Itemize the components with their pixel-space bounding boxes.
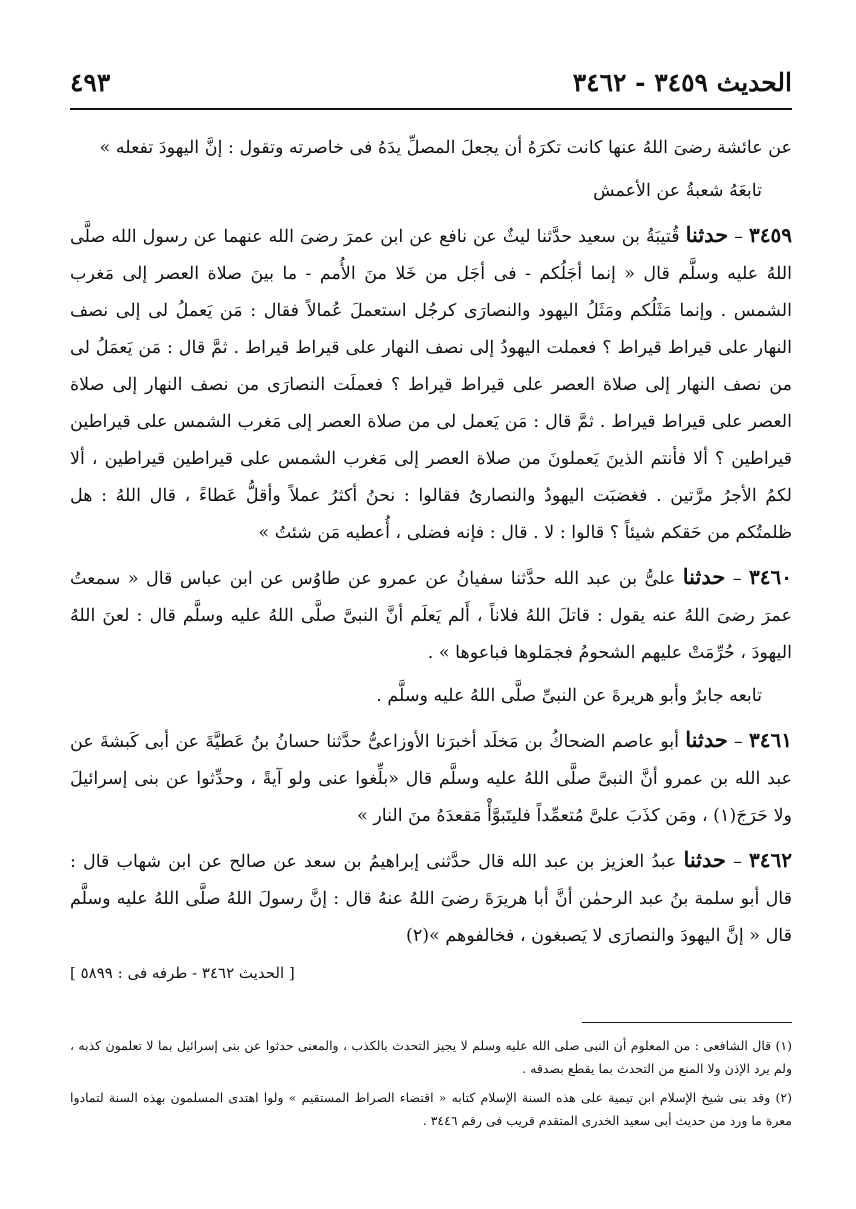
hadith-text: عبدُ العزيز بن عبد الله قال حدَّثنى إبراهيمُ بن سعد عن صالح عن ابن شهاب قال : قال أبو سلمة بنُ عبد الرحمٰن أنَّ أبا هريرَةَ رضىَ اللهُ عنهُ قال : إنَّ رسولَ اللهُ صلَّى اللهُ عليه وسلَّم قال « إنَّ اليهودَ والنصارَى لا يَصبغون ، فخالفوهم »(٢)	[70, 852, 792, 946]
main-text	[70, 130, 792, 992]
hadith-3459: ٣٤٥٩ – حدثنا قُتيبَةُ بن سعيد حدَّثنا ليثٌ عن نافع عن ابن عمرَ رضىَ الله عنهما عن رسول الله صلَّى اللهُ عليه وسلَّم قال « إنما أجَلُكم - فى أجَل من خَلا منَ الأُمم - ما بينَ صلاة العصر إلى مَغرب الشمس . وإنما مَثَلُكم ومَثَلُ اليهود والنصارَى كرجُل استعملَ عُمالاً فقال : مَن يَعملُ لى إلى نصف النهار على قيراط قيراط ؟ فعملت اليهودُ إلى نصف النهار على قيراط قيراط . ثمَّ قال : مَن يَعمَلُ لى من نصف النهار إلى صلاة العصر على قيراط قيراط ؟ فعملَت النصارَى من نصف النهار إلى صلاة العصر على قيراط قيراط . ثمَّ قال : مَن يَعمل لى من صلاة العصر إلى مَغرب الشمس على قيراطين قيراطين ؟ ألا فأنتم الذينَ يَعملونَ من صلاة العصر إلى مَغرب الشمس على قيراطين قيراطين ، ألا لكمُ الأجرُ مرَّتين . فغضبَت اليهودُ والنصارىُ فقالوا : نحنُ أكثرُ عملاً وأقلُّ عَطاءً ، قال اللهُ : هل ظلمتُكم من حَقكم شيئاً ؟ قالوا : لا . قال : فإنه فضلى ، أُعطيه مَن شئتُ »	[70, 222, 792, 543]
page-header	[70, 62, 792, 110]
hadith-3462: ٣٤٦٢ – حدثنا عبدُ العزيز بن عبد الله قال حدَّثنى إبراهيمُ بن سعد عن صالح عن ابن شهاب قال : قال أبو سلمة بنُ عبد الرحمٰن أنَّ أبا هريرَةَ رضىَ اللهُ عنهُ قال : إنَّ رسولَ اللهُ صلَّى اللهُ عليه وسلَّم قال « إنَّ اليهودَ والنصارَى لا يَصبغون ، فخالفوهم »(٢)	[70, 847, 792, 946]
hadith-number: ٣٤٦٠	[749, 565, 792, 589]
header-rule	[70, 108, 792, 110]
hadith-3461: ٣٤٦١ – حدثنا أبو عاصم الضحاكُ بن مَخلَد أخبرَنا الأوزاعىُّ حدَّثنا حسانُ بنُ عَطيَّةَ عن أبى كَبشةَ عن عبد الله بن عمرو أنَّ النبىَّ صلَّى اللهُ عليه وسلَّم قال «بلِّغوا عنى ولو آيةً ، وحدِّثوا عن بنى إسرائيلَ ولا حَرَجَ(١) ، ومَن كذَبَ علىَّ مُتعمِّداً فليتَبوَّأْ مَقعدَهُ منَ النار »	[70, 727, 792, 826]
hadith-lead: حدثنا	[683, 847, 727, 872]
hadith-3460-follow: تابعه جابرٌ وأبو هريرةَ عن النبىِّ صلَّى اللهُ عليه وسلَّم .	[376, 686, 762, 706]
hadith-number: ٣٤٥٩	[749, 223, 792, 247]
intro-paragraph	[70, 130, 792, 167]
intro-follow: تابعَهُ شعبةُ عن الأعمش	[593, 181, 762, 201]
hadith-3460: ٣٤٦٠ – حدثنا علىُّ بن عبد الله حدَّثنا سفيانُ عن عمرو عن طاوُس عن ابن عباس قال « سمعتُ عمرَ رضىَ اللهُ عنه يقول : قاتلَ اللهُ فلاناً ، أَلم يَعلَم أنَّ النبىَّ صلَّى اللهُ عليه وسلَّم قال : لعنَ اللهُ اليهودَ ، حُرِّمَتْ عليهم الشحومُ فجمَلوها فباعوها » .	[70, 564, 792, 663]
hadith-lead: حدثنا	[685, 727, 728, 752]
cross-reference-text: [ الحديث ٣٤٦٢ - طرفه فى : ٥٨٩٩ ]	[70, 964, 295, 982]
footnote-divider	[582, 1022, 792, 1023]
cross-reference-note	[70, 955, 792, 992]
footnote-1: (١) قال الشافعى : من المعلوم أن النبى صلى الله عليه وسلم لا يجيز التحدث بالكذب ، والمعنى حدثوا عن بنى إسرائيل بما لا تعلمون كذبه ، ولم يرد الإذن ولا المنع من التحدث بما يقطع بصدقه .	[70, 1038, 792, 1076]
hadith-number: ٣٤٦١	[749, 728, 792, 752]
hadith-text: علىُّ بن عبد الله حدَّثنا سفيانُ عن عمرو عن طاوُس عن ابن عباس قال « سمعتُ عمرَ رضىَ اللهُ عنه يقول : قاتلَ اللهُ فلاناً ، أَلم يَعلَم أنَّ النبىَّ صلَّى اللهُ عليه وسلَّم قال : لعنَ اللهُ اليهودَ ، حُرِّمَتْ عليهم الشحومُ فجمَلوها فباعوها » .	[70, 569, 792, 663]
running-title: الحديث ٣٤٥٩ - ٣٤٦٢	[572, 68, 792, 97]
hadith-text: أبو عاصم الضحاكُ بن مَخلَد أخبرَنا الأوزاعىُّ حدَّثنا حسانُ بنُ عَطيَّةَ عن أبى كَبشةَ عن عبد الله بن عمرو أنَّ النبىَّ صلَّى اللهُ عليه وسلَّم قال «بلِّغوا عنى ولو آيةً ، وحدِّثوا عن بنى إسرائيلَ ولا حَرَجَ(١) ، ومَن كذَبَ علىَّ مُتعمِّداً فليتَبوَّأْ مَقعدَهُ منَ النار »	[70, 732, 792, 826]
hadith-lead: حدثنا	[685, 222, 729, 247]
footnotes	[70, 1034, 792, 1138]
intro-text: عن عائشة رضىَ اللهُ عنها كانت تكرَهُ أن يجعلَ المصلِّ يدَهُ فى خاصرته وتقول : إنَّ اليهودَ تفعله »	[99, 138, 792, 158]
hadith-number: ٣٤٦٢	[749, 848, 792, 872]
footnote-2: (٢) وقد بنى شيخ الإسلام ابن تيمية على هذه السنة الإسلام كتابه « اقتضاء الصراط المستقيم » ولوا اهتدى المسلمون بهذه السنة لتمادوا معرة ما ورد من حديث أبى سعيد الخدرى المتقدم قريب فى رقم ٣٤٤٦ .	[70, 1090, 792, 1128]
hadith-lead: حدثنا	[682, 564, 726, 589]
hadith-text: قُتيبَةُ بن سعيد حدَّثنا ليثٌ عن نافع عن ابن عمرَ رضىَ الله عنهما عن رسول الله صلَّى اللهُ عليه وسلَّم قال « إنما أجَلُكم - فى أجَل من خَلا منَ الأُمم - ما بينَ صلاة العصر إلى مَغرب الشمس . وإنما مَثَلُكم ومَثَلُ اليهود والنصارَى كرجُل استعملَ عُمالاً فقال : مَن يَعملُ لى إلى نصف النهار على قيراط قيراط ؟ فعملت اليهودُ إلى نصف النهار على قيراط قيراط . ثمَّ قال : مَن يَعمَلُ لى من نصف النهار إلى صلاة العصر على قيراط قيراط ؟ فعملَت النصارَى من نصف النهار إلى صلاة العصر على قيراط قيراط . ثمَّ قال : مَن يَعمل لى من صلاة العصر إلى مَغرب الشمس على قيراطين قيراطين ؟ ألا فأنتم الذينَ يَعملونَ من صلاة العصر إلى مَغرب الشمس على قيراطين قيراطين ، ألا لكمُ الأجرُ مرَّتين . فغضبَت اليهودُ والنصارىُ فقالوا : نحنُ أكثرُ عملاً وأقلُّ عَطاءً ، قال اللهُ : هل ظلمتُكم من حَقكم شيئاً ؟ قالوا : لا . قال : فإنه فضلى ، أُعطيه مَن شئتُ »	[70, 227, 792, 543]
page-number: ٤٩٣	[70, 68, 111, 97]
